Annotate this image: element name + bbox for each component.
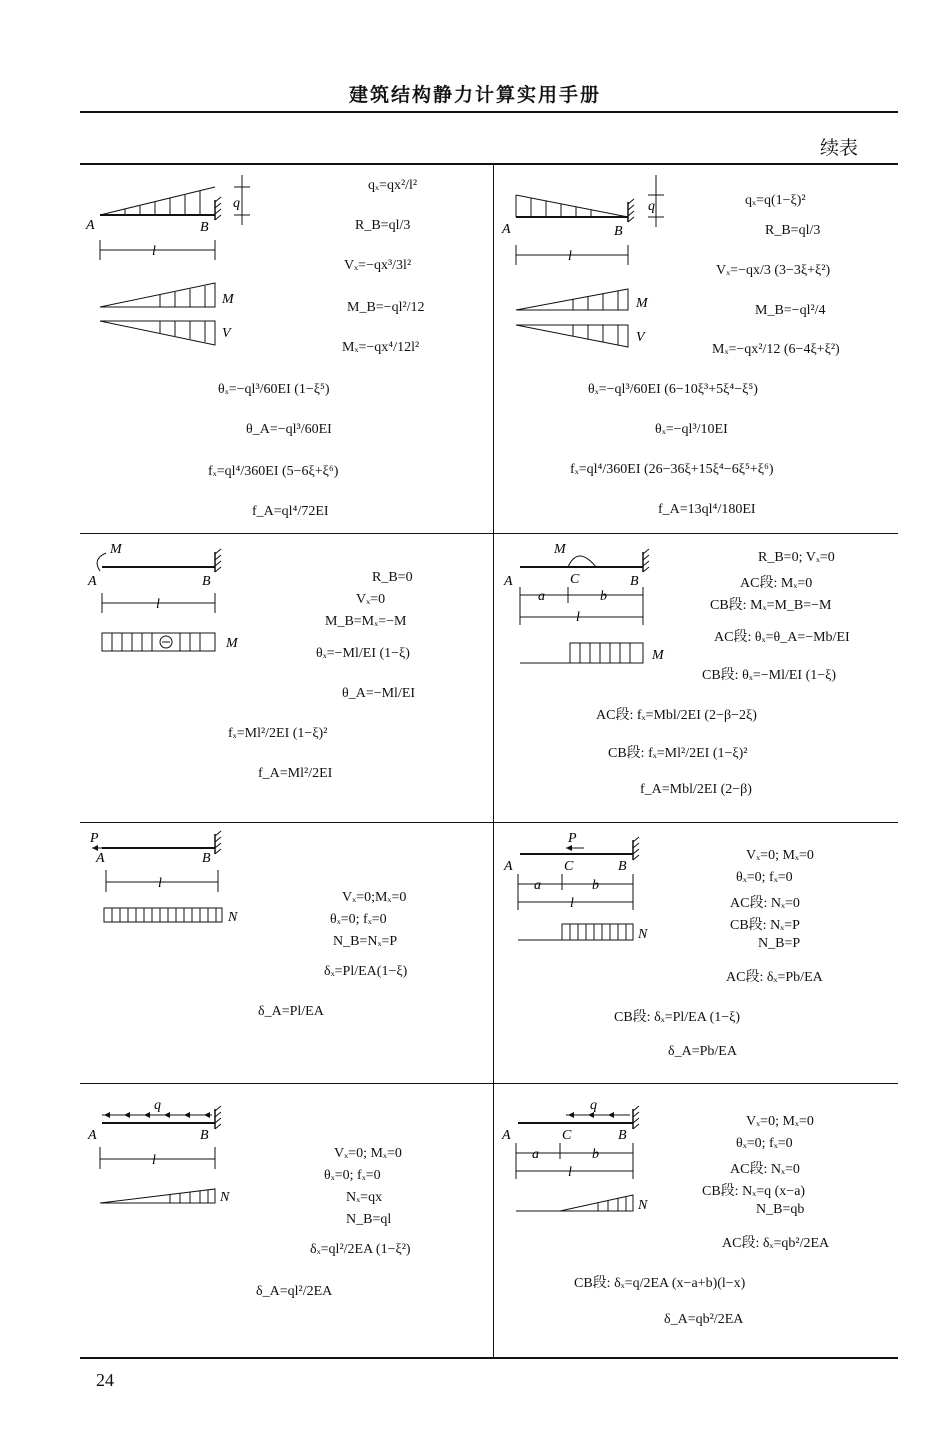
load-label: q bbox=[154, 1098, 161, 1113]
formula: δₓ=Pl/EA(1−ξ) bbox=[324, 964, 408, 979]
formula: f_A=13ql⁴/180EI bbox=[658, 502, 756, 517]
point-load-label: P bbox=[90, 831, 99, 846]
span-label: l bbox=[568, 249, 572, 264]
formula: CB段: fₓ=Ml²/2EI (1−ξ)² bbox=[608, 746, 748, 761]
formula: Mₓ=−qx²/12 (6−4ξ+ξ²) bbox=[712, 342, 840, 357]
dim-label-a: a bbox=[534, 878, 541, 893]
support-label-a: A bbox=[504, 574, 513, 589]
formula: CB段: Mₓ=M_B=−M bbox=[710, 598, 832, 613]
axial-diagram-label: N bbox=[638, 927, 648, 942]
beam-diagram-2 bbox=[498, 165, 698, 355]
formula: θₓ=0; fₓ=0 bbox=[324, 1168, 381, 1183]
formula: AC段: δₓ=qb²/2EA bbox=[722, 1236, 830, 1251]
shear-diagram-label: V bbox=[222, 326, 231, 341]
dim-label-a: a bbox=[532, 1147, 539, 1162]
formula: AC段: Mₓ=0 bbox=[740, 576, 813, 591]
dim-label-a: a bbox=[538, 589, 545, 604]
formula: AC段: Nₓ=0 bbox=[730, 896, 800, 911]
formula: θ_A=−ql³/60EI bbox=[246, 422, 332, 437]
formula: Vₓ=0;Mₓ=0 bbox=[342, 890, 407, 905]
support-label-b: B bbox=[200, 220, 209, 235]
axial-diagram-label: N bbox=[228, 910, 238, 925]
span-label: l bbox=[568, 1165, 572, 1180]
moment-diagram-label: M bbox=[222, 292, 234, 307]
axial-diagram-label: N bbox=[638, 1198, 648, 1213]
axial-diagram-label: N bbox=[220, 1190, 230, 1205]
point-label-c: C bbox=[564, 859, 574, 874]
formula: R_B=0; Vₓ=0 bbox=[758, 550, 835, 565]
formula: N_B=Nₓ=P bbox=[333, 934, 398, 949]
formula: δₓ=ql²/2EA (1−ξ²) bbox=[310, 1242, 411, 1257]
applied-moment-label: M bbox=[554, 542, 566, 557]
beam-diagram-3 bbox=[80, 537, 280, 657]
formula: Vₓ=−qx³/3l² bbox=[344, 258, 412, 273]
support-label-a: A bbox=[504, 859, 513, 874]
formula: R_B=ql/3 bbox=[765, 223, 821, 238]
formula: CB段: δₓ=Pl/EA (1−ξ) bbox=[614, 1010, 741, 1025]
span-label: l bbox=[570, 896, 574, 911]
dim-label-b: b bbox=[592, 1147, 599, 1162]
formula: qₓ=qx²/l² bbox=[368, 178, 418, 193]
moment-diagram-label: M bbox=[636, 296, 648, 311]
span-label: l bbox=[158, 876, 162, 891]
point-label-c: C bbox=[562, 1128, 572, 1143]
formula: AC段: fₓ=Mbl/2EI (2−β−2ξ) bbox=[596, 708, 757, 723]
formula: AC段: Nₓ=0 bbox=[730, 1162, 800, 1177]
formula: Vₓ=0; Mₓ=0 bbox=[746, 848, 814, 863]
support-label-b: B bbox=[618, 1128, 627, 1143]
formula: θₓ=0; fₓ=0 bbox=[330, 912, 387, 927]
point-load-label: P bbox=[568, 831, 577, 846]
formula: δ_A=qb²/2EA bbox=[664, 1312, 744, 1327]
load-label: q bbox=[648, 199, 655, 214]
beam-diagram-6 bbox=[498, 826, 698, 946]
support-label-a: A bbox=[502, 1128, 511, 1143]
formula: θₓ=−ql³/60EI (6−10ξ³+5ξ⁴−ξ⁵) bbox=[588, 382, 758, 397]
table-bottom-rule bbox=[80, 1357, 898, 1359]
beam-diagram-5 bbox=[80, 826, 280, 936]
dim-label-b: b bbox=[592, 878, 599, 893]
formula: f_A=Ml²/2EI bbox=[258, 766, 333, 781]
support-label-b: B bbox=[630, 574, 639, 589]
point-label-c: C bbox=[570, 572, 580, 587]
formula: CB段: θₓ=−Ml/EI (1−ξ) bbox=[702, 668, 837, 683]
span-label: l bbox=[156, 597, 160, 612]
moment-diagram-label: M bbox=[226, 636, 238, 651]
beam-diagram-8 bbox=[498, 1093, 698, 1223]
beam-diagram-4 bbox=[498, 537, 698, 667]
support-label-a: A bbox=[88, 574, 97, 589]
formula: CB段: δₓ=q/2EA (x−a+b)(l−x) bbox=[574, 1276, 746, 1291]
continuation-label: 续表 bbox=[819, 137, 858, 159]
applied-moment-label: M bbox=[110, 542, 122, 557]
formula: N_B=ql bbox=[346, 1212, 392, 1227]
formula: Vₓ=−qx/3 (3−3ξ+ξ²) bbox=[716, 263, 831, 278]
support-label-a: A bbox=[502, 222, 511, 237]
formula: θₓ=0; fₓ=0 bbox=[736, 870, 793, 885]
span-label: l bbox=[152, 244, 156, 259]
header-rule bbox=[80, 111, 898, 113]
running-header: 建筑结构静力计算实用手册 bbox=[348, 84, 601, 106]
formula: CB段: Nₓ=q (x−a) bbox=[702, 1184, 806, 1199]
span-label: l bbox=[576, 610, 580, 625]
load-label: q bbox=[233, 196, 240, 211]
support-label-a: A bbox=[86, 218, 95, 233]
formula: M_B=Mₓ=−M bbox=[325, 614, 407, 629]
formula: CB段: Nₓ=P bbox=[730, 918, 800, 933]
row-divider-1 bbox=[80, 533, 898, 534]
formula: Vₓ=0 bbox=[356, 592, 386, 607]
support-label-b: B bbox=[202, 851, 211, 866]
span-label: l bbox=[152, 1153, 156, 1168]
formula: AC段: θₓ=θ_A=−Mb/EI bbox=[714, 630, 850, 645]
formula: AC段: δₓ=Pb/EA bbox=[726, 970, 823, 985]
formula: Vₓ=0; Mₓ=0 bbox=[334, 1146, 402, 1161]
row-divider-3 bbox=[80, 1083, 898, 1084]
support-label-b: B bbox=[200, 1128, 209, 1143]
moment-diagram-label: M bbox=[652, 648, 664, 663]
shear-diagram-label: V bbox=[636, 330, 645, 345]
support-label-b: B bbox=[614, 224, 623, 239]
formula: θₓ=−ql³/60EI (1−ξ⁵) bbox=[218, 382, 330, 397]
formula: M_B=−ql²/12 bbox=[347, 300, 425, 315]
formula: δ_A=Pl/EA bbox=[258, 1004, 324, 1019]
formula: θₓ=−ql³/10EI bbox=[655, 422, 728, 437]
support-label-b: B bbox=[202, 574, 211, 589]
dim-label-b: b bbox=[600, 589, 607, 604]
support-label-a: A bbox=[96, 851, 105, 866]
formula: θₓ=−Ml/EI (1−ξ) bbox=[316, 646, 410, 661]
formula: fₓ=Ml²/2EI (1−ξ)² bbox=[228, 726, 328, 741]
formula: fₓ=ql⁴/360EI (5−6ξ+ξ⁶) bbox=[208, 464, 339, 479]
formula: Mₓ=−qx⁴/12l² bbox=[342, 340, 420, 355]
support-label-a: A bbox=[88, 1128, 97, 1143]
formula: θₓ=0; fₓ=0 bbox=[736, 1136, 793, 1151]
page-number: 24 bbox=[96, 1370, 114, 1390]
formula: N_B=qb bbox=[756, 1202, 805, 1217]
formula: N_B=P bbox=[758, 936, 801, 951]
beam-diagram-7 bbox=[80, 1093, 280, 1213]
load-label: q bbox=[590, 1098, 597, 1113]
formula: f_A=Mbl/2EI (2−β) bbox=[640, 782, 752, 797]
formula: θ_A=−Ml/EI bbox=[342, 686, 416, 701]
formula: R_B=ql/3 bbox=[355, 218, 411, 233]
formula: δ_A=ql²/2EA bbox=[256, 1284, 333, 1299]
formula: fₓ=ql⁴/360EI (26−36ξ+15ξ⁴−6ξ⁵+ξ⁶) bbox=[570, 462, 774, 477]
formula: qₓ=q(1−ξ)² bbox=[745, 193, 806, 208]
beam-diagram-1 bbox=[80, 165, 280, 355]
table-center-divider bbox=[493, 163, 494, 1358]
formula: M_B=−ql²/4 bbox=[755, 303, 826, 318]
row-divider-2 bbox=[80, 822, 898, 823]
formula: Vₓ=0; Mₓ=0 bbox=[746, 1114, 814, 1129]
formula: Nₓ=qx bbox=[346, 1190, 383, 1205]
formula: R_B=0 bbox=[372, 570, 413, 585]
formula: δ_A=Pb/EA bbox=[668, 1044, 737, 1059]
support-label-b: B bbox=[618, 859, 627, 874]
formula: f_A=ql⁴/72EI bbox=[252, 504, 329, 519]
